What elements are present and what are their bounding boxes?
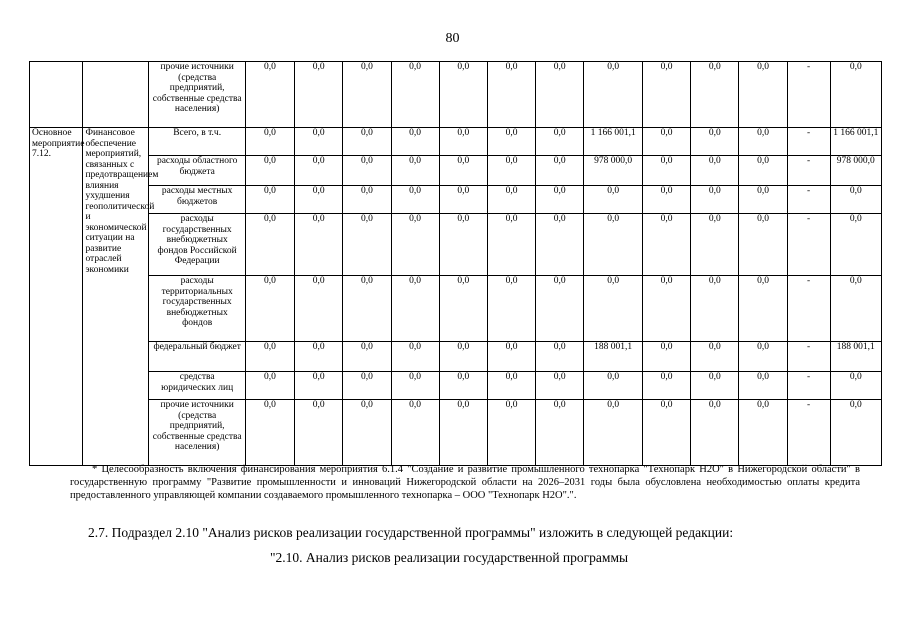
value-cell: 0,0 [536, 128, 584, 156]
value-cell: 0,0 [536, 342, 584, 372]
value-cell: 0,0 [439, 128, 487, 156]
section-heading: "2.10. Анализ рисков реализации государственной программы [270, 550, 629, 565]
value-cell: 0,0 [391, 214, 439, 276]
value-cell: 0,0 [739, 214, 787, 276]
value-cell: 0,0 [245, 342, 294, 372]
category-cell: расходы государственных внебюджетных фондов Российской Федерации [149, 214, 245, 276]
value-cell: 0,0 [391, 342, 439, 372]
category-cell: расходы территориальных государственных внебюджетных фондов [149, 276, 245, 342]
value-cell: 0,0 [643, 372, 691, 400]
footnote-text: * Целесообразность включения финансирования мероприятия 6.1.4 "Создание и развитие промышленного технопарка "Технопарк Н2О" в Нижегородской области" в государственную программу "Развитие промышленности и инноваций Нижегородской области на 2026–2031 годы была обусловлена необходимостью оплаты кредита предоставленного управляющей компании создаваемого промышленного технопарка – ООО "Технопарк Н2О".". [70, 464, 860, 501]
category-cell: прочие источники (средства предприятий, собственные средства населения) [149, 400, 245, 466]
category-cell: расходы областного бюджета [149, 156, 245, 186]
value-cell: 0,0 [643, 128, 691, 156]
value-cell: 0,0 [487, 128, 535, 156]
value-cell: 0,0 [584, 186, 643, 214]
value-cell: 0,0 [691, 186, 739, 214]
value-cell: 0,0 [691, 62, 739, 128]
value-cell: 0,0 [245, 186, 294, 214]
code-cell [30, 62, 83, 128]
value-cell: 0,0 [536, 186, 584, 214]
value-cell: 0,0 [830, 62, 881, 128]
value-cell: 0,0 [739, 400, 787, 466]
value-cell: 0,0 [343, 156, 391, 186]
value-cell: 0,0 [391, 156, 439, 186]
page-number: 80 [445, 31, 460, 46]
value-cell: - [787, 156, 830, 186]
value-cell: 0,0 [295, 400, 343, 466]
value-cell: 0,0 [487, 342, 535, 372]
value-cell: 0,0 [739, 342, 787, 372]
value-cell: 0,0 [536, 156, 584, 186]
value-cell: 978 000,0 [584, 156, 643, 186]
category-cell: расходы местных бюджетов [149, 186, 245, 214]
value-cell: - [787, 214, 830, 276]
value-cell: 0,0 [439, 372, 487, 400]
value-cell: 0,0 [584, 400, 643, 466]
value-cell: 188 001,1 [830, 342, 881, 372]
value-cell: 0,0 [643, 276, 691, 342]
value-cell: 0,0 [536, 214, 584, 276]
value-cell: 0,0 [295, 214, 343, 276]
value-cell: 0,0 [439, 62, 487, 128]
value-cell: 0,0 [245, 400, 294, 466]
value-cell: 0,0 [584, 62, 643, 128]
value-cell: 0,0 [739, 62, 787, 128]
value-cell: 0,0 [439, 342, 487, 372]
value-cell: 0,0 [245, 214, 294, 276]
value-cell: 0,0 [439, 214, 487, 276]
value-cell: 0,0 [439, 186, 487, 214]
value-cell: 0,0 [487, 156, 535, 186]
category-cell: средства юридических лиц [149, 372, 245, 400]
value-cell: 0,0 [691, 276, 739, 342]
action-cell [83, 62, 149, 128]
value-cell: - [787, 342, 830, 372]
value-cell: 188 001,1 [584, 342, 643, 372]
value-cell: 0,0 [439, 400, 487, 466]
value-cell: 0,0 [830, 276, 881, 342]
value-cell: 0,0 [691, 372, 739, 400]
table-row [30, 186, 882, 214]
value-cell: 0,0 [245, 128, 294, 156]
footnote [70, 463, 860, 502]
measure-action-cell: Финансовое обеспечение мероприятий, связанных с предотвращением влияния ухудшения геополитической и экономической ситуации на развитие отраслей экономики [83, 128, 149, 466]
value-cell: 0,0 [643, 62, 691, 128]
value-cell: 0,0 [830, 214, 881, 276]
value-cell: 0,0 [391, 276, 439, 342]
category-cell: прочие источники (средства предприятий, собственные средства населения) [149, 62, 245, 128]
value-cell: 0,0 [343, 214, 391, 276]
table-row [30, 342, 882, 372]
value-cell: 0,0 [439, 156, 487, 186]
value-cell: 0,0 [245, 276, 294, 342]
value-cell: 0,0 [691, 214, 739, 276]
value-cell: 0,0 [391, 128, 439, 156]
value-cell: 0,0 [245, 372, 294, 400]
value-cell: - [787, 128, 830, 156]
value-cell: 0,0 [245, 156, 294, 186]
value-cell: 0,0 [295, 62, 343, 128]
value-cell: - [787, 372, 830, 400]
budget-table [29, 61, 882, 466]
value-cell: 0,0 [487, 186, 535, 214]
category-cell: федеральный бюджет [149, 342, 245, 372]
value-cell: 0,0 [295, 372, 343, 400]
value-cell: 0,0 [391, 62, 439, 128]
value-cell: 0,0 [295, 186, 343, 214]
value-cell: 0,0 [691, 156, 739, 186]
value-cell: 0,0 [391, 186, 439, 214]
table-row [30, 128, 882, 156]
value-cell: 0,0 [643, 342, 691, 372]
value-cell: - [787, 186, 830, 214]
value-cell: 0,0 [830, 400, 881, 466]
value-cell: 0,0 [343, 62, 391, 128]
value-cell: 0,0 [643, 400, 691, 466]
value-cell: 0,0 [739, 186, 787, 214]
value-cell: - [787, 62, 830, 128]
value-cell: 0,0 [643, 186, 691, 214]
value-cell: 0,0 [739, 128, 787, 156]
value-cell: 0,0 [343, 276, 391, 342]
value-cell: 0,0 [536, 276, 584, 342]
value-cell: 0,0 [739, 276, 787, 342]
value-cell: 0,0 [536, 62, 584, 128]
value-cell: 0,0 [487, 400, 535, 466]
value-cell: 0,0 [487, 372, 535, 400]
value-cell: 0,0 [691, 342, 739, 372]
value-cell: 0,0 [487, 62, 535, 128]
value-cell: 0,0 [691, 400, 739, 466]
value-cell: 0,0 [295, 128, 343, 156]
value-cell: 1 166 001,1 [830, 128, 881, 156]
value-cell: 0,0 [343, 342, 391, 372]
value-cell: 0,0 [343, 128, 391, 156]
category-cell: Всего, в т.ч. [149, 128, 245, 156]
value-cell: 0,0 [391, 400, 439, 466]
value-cell: 0,0 [739, 156, 787, 186]
value-cell: 0,0 [295, 342, 343, 372]
value-cell: 0,0 [343, 372, 391, 400]
value-cell: 0,0 [584, 372, 643, 400]
value-cell: 0,0 [643, 214, 691, 276]
value-cell: 0,0 [536, 400, 584, 466]
value-cell: 0,0 [487, 214, 535, 276]
value-cell: 0,0 [295, 156, 343, 186]
amendment-paragraph: 2.7. Подраздел 2.10 "Анализ рисков реализации государственной программы" изложить в следующей редакции: [88, 525, 734, 540]
value-cell: - [787, 276, 830, 342]
value-cell: 0,0 [295, 276, 343, 342]
table-row [30, 372, 882, 400]
value-cell: 0,0 [830, 372, 881, 400]
value-cell: 978 000,0 [830, 156, 881, 186]
value-cell: 0,0 [439, 276, 487, 342]
value-cell: 0,0 [830, 186, 881, 214]
value-cell: - [787, 400, 830, 466]
value-cell: 0,0 [739, 372, 787, 400]
value-cell: 0,0 [536, 372, 584, 400]
table-row [30, 62, 882, 128]
value-cell: 0,0 [343, 186, 391, 214]
value-cell: 1 166 001,1 [584, 128, 643, 156]
value-cell: 0,0 [245, 62, 294, 128]
value-cell: 0,0 [643, 156, 691, 186]
value-cell: 0,0 [584, 276, 643, 342]
value-cell: 0,0 [487, 276, 535, 342]
table-row [30, 400, 882, 466]
measure-code-cell: Основное мероприятие 7.12. [30, 128, 83, 466]
value-cell: 0,0 [691, 128, 739, 156]
table-row [30, 276, 882, 342]
value-cell: 0,0 [391, 372, 439, 400]
table-row [30, 214, 882, 276]
value-cell: 0,0 [584, 214, 643, 276]
value-cell: 0,0 [343, 400, 391, 466]
